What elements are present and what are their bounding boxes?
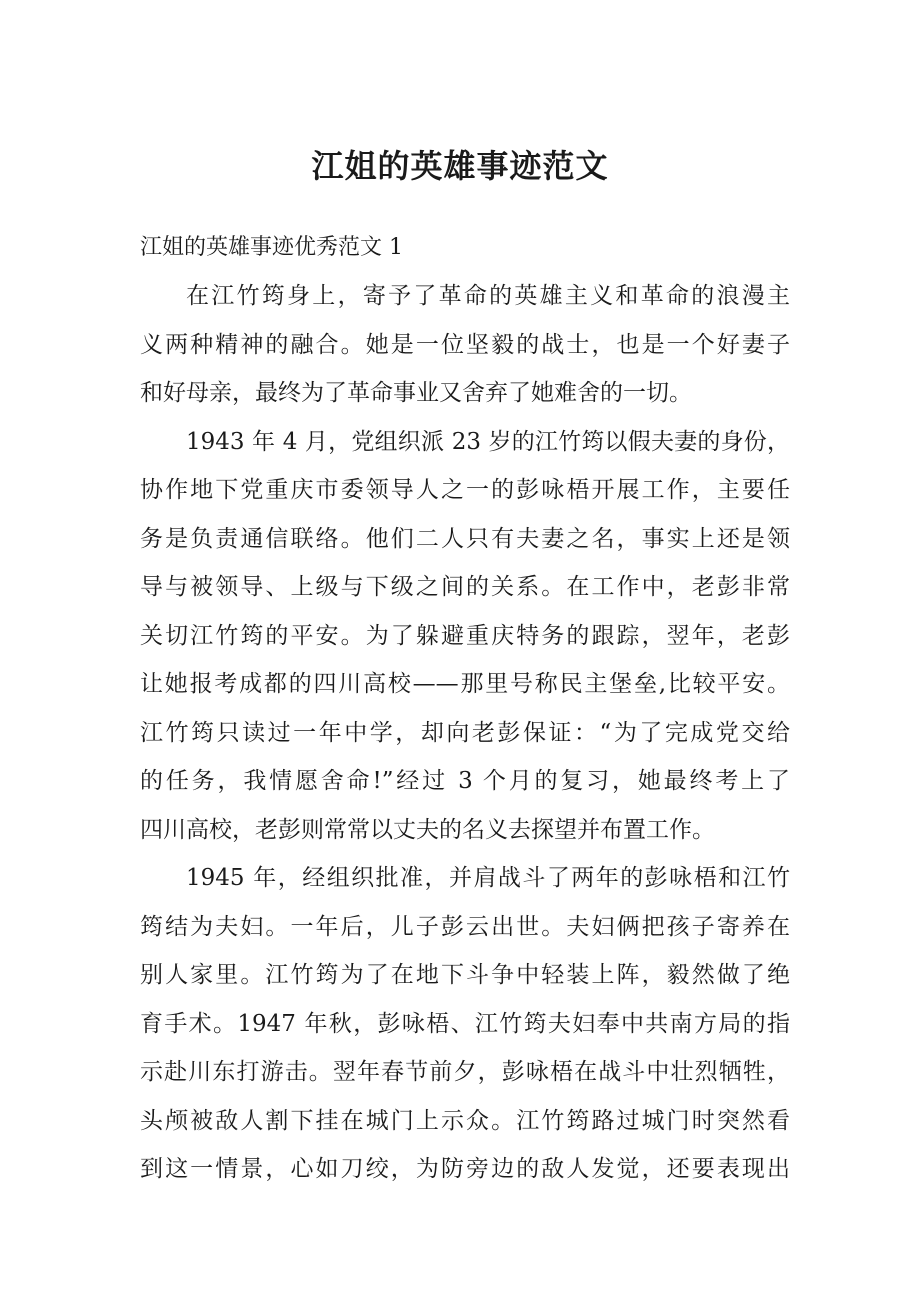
paragraph-line: 1945 年，经组织批准，并肩战斗了两年的彭咏梧和江竹: [186, 865, 790, 891]
paragraph-line: 协作地下党重庆市委领导人之一的彭咏梧开展工作，主要任: [140, 477, 790, 503]
document-subtitle: 江姐的英雄事迹优秀范文 1: [140, 235, 403, 260]
paragraph-line: 示赴川东打游击。翌年春节前夕，彭咏梧在战斗中壮烈牺牲，: [140, 1059, 790, 1085]
paragraph-line: 1943 年 4 月，党组织派 23 岁的江竹筠以假夫妻的身份，: [186, 428, 790, 455]
paragraph-line: 关切江竹筠的平安。为了躲避重庆特务的跟踪，翌年，老彭: [140, 622, 790, 649]
paragraph-line: 和好母亲，最终为了革命事业又舍弃了她难舍的一切。: [140, 380, 692, 406]
paragraph-line: 到这一情景，心如刀绞，为防旁边的敌人发觉，还要表现出: [140, 1156, 790, 1182]
paragraph-line: 江竹筠只读过一年中学，却向老彭保证：“为了完成党交给: [140, 719, 790, 746]
paragraph-line: 让她报考成都的四川高校——那里号称民主堡垒,比较平安。: [140, 671, 790, 697]
paragraph-line: 义两种精神的融合。她是一位坚毅的战士，也是一个好妻子: [140, 331, 790, 358]
paragraph-line: 在江竹筠身上，寄予了革命的英雄主义和革命的浪漫主: [186, 283, 790, 309]
paragraph-line: 头颅被敌人割下挂在城门上示众。江竹筠路过城门时突然看: [140, 1107, 790, 1134]
paragraph-line: 筠结为夫妇。一年后，儿子彭云出世。夫妇俩把孩子寄养在: [140, 913, 790, 940]
paragraph-line: 育手术。1947 年秋，彭咏梧、江竹筠夫妇奉中共南方局的指: [140, 1010, 790, 1037]
document-body: [140, 276, 790, 1198]
paragraph-line: 四川高校，老彭则常常以丈夫的名义去探望并布置工作。: [140, 816, 715, 843]
paragraph-line: 务是负责通信联络。他们二人只有夫妻之名，事实上还是领: [140, 525, 790, 552]
paragraph-line: 导与被领导、上级与下级之间的关系。在工作中，老彭非常: [140, 574, 790, 600]
document-title: 江姐的英雄事迹范文: [311, 147, 609, 185]
paragraph-line: 的任务，我情愿舍命!”经过 3 个月的复习，她最终考上了: [140, 768, 790, 794]
paragraph-line: 别人家里。江竹筠为了在地下斗争中轻装上阵，毅然做了绝: [140, 962, 790, 988]
